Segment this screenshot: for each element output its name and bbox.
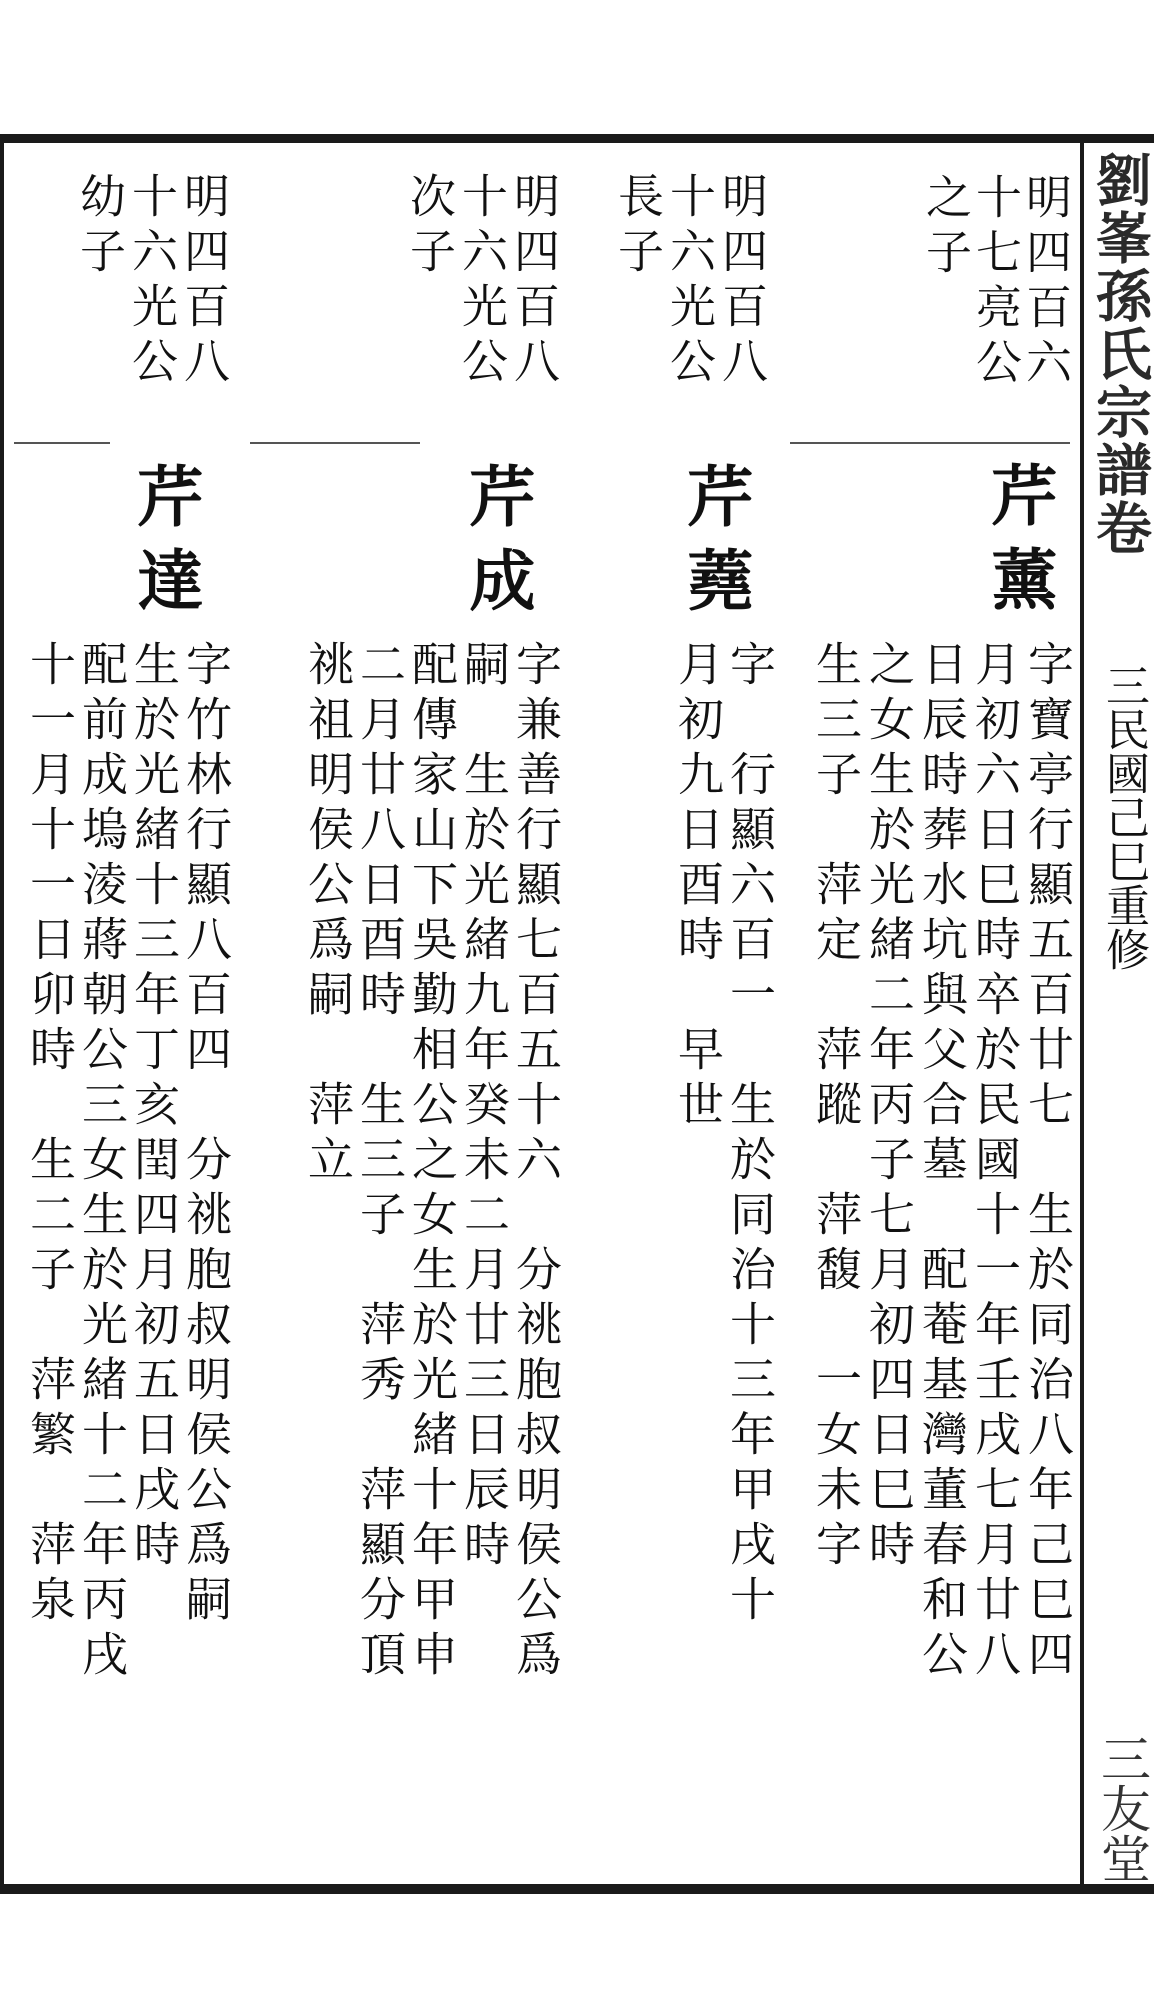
lineage-line: 幼子 bbox=[73, 172, 127, 282]
lineage-line: 長子 bbox=[611, 172, 665, 282]
entry-body-line: 生於光緒十三年丁亥閏四月初五日戌時 bbox=[127, 640, 181, 1575]
lineage-line: 次子 bbox=[403, 172, 457, 282]
person-name: 芹達 bbox=[126, 462, 204, 630]
lineage-line: 之子 bbox=[919, 173, 973, 283]
entry-body-line: 祧祖明侯公爲嗣 萍立 bbox=[301, 640, 355, 1190]
entry-body-line: 十一月十一日卯時 生二子 萍繁 萍泉 bbox=[23, 640, 77, 1630]
entry-body-line: 生三子 萍定 萍蹤 萍馥 一女未字 bbox=[809, 640, 863, 1575]
person-name: 芹成 bbox=[458, 462, 536, 630]
divider-line bbox=[14, 442, 110, 444]
person-name: 芹薰 bbox=[980, 461, 1058, 629]
entry-body-line: 配前成塢淩蔣朝公三女生於光緒十二年丙戌 bbox=[75, 640, 129, 1685]
divider-line bbox=[250, 442, 420, 444]
edition-note: 三民國己巳重修 bbox=[1098, 663, 1149, 971]
entry-body-line: 嗣 生於光緒九年癸未二月廿三日辰時 bbox=[457, 640, 511, 1575]
entry-body-line: 字 行顯六百一 生於同治十三年甲戌十 bbox=[723, 640, 777, 1630]
bottom-border bbox=[0, 1884, 1154, 1894]
lineage-line: 十六光公 bbox=[125, 172, 179, 392]
lineage-line: 明四百八 bbox=[177, 172, 231, 392]
lineage-line: 明四百八 bbox=[507, 172, 561, 392]
lineage-line: 明四百八 bbox=[715, 172, 769, 392]
entry-body-line: 字寶亭行顯五百廿七 生於同治八年己巳四 bbox=[1021, 640, 1075, 1685]
entry-body-line: 月初九日酉時 早世 bbox=[671, 640, 725, 1135]
entry-body-line: 字竹林行顯八百四 分祧胞叔明侯公爲嗣 bbox=[179, 640, 233, 1630]
entry-body-line: 日辰時葬水坑與父合墓 配菴基灣董春和公 bbox=[915, 640, 969, 1685]
top-border bbox=[0, 134, 1154, 143]
page-margin-spine bbox=[1080, 143, 1154, 1884]
entry-body-line: 之女生於光緒二年丙子七月初四日巳時 bbox=[862, 640, 916, 1575]
entry-body-line: 月初六日巳時卒於民國十一年壬戌七月廿八 bbox=[968, 640, 1022, 1685]
left-border bbox=[0, 134, 4, 1894]
entry-body-line: 二月廿八日酉時 生三子 萍秀 萍顯分頂 bbox=[353, 640, 407, 1685]
divider-line bbox=[790, 442, 1070, 444]
lineage-line: 十六光公 bbox=[455, 172, 509, 392]
entry-body-line: 字兼善行顯七百五十六 分祧胞叔明侯公爲 bbox=[509, 640, 563, 1685]
lineage-line: 十七亮公 bbox=[969, 173, 1023, 393]
person-name: 芹蕘 bbox=[676, 462, 754, 630]
book-title: 劉峯孫氏宗譜卷 bbox=[1087, 151, 1153, 557]
entry-body-line: 配傳家山下吳勤相公之女生於光緒十年甲申 bbox=[405, 640, 459, 1685]
lineage-line: 明四百六 bbox=[1019, 173, 1073, 393]
lineage-line: 十六光公 bbox=[663, 172, 717, 392]
hall-name: 三友堂 bbox=[1093, 1733, 1151, 1883]
